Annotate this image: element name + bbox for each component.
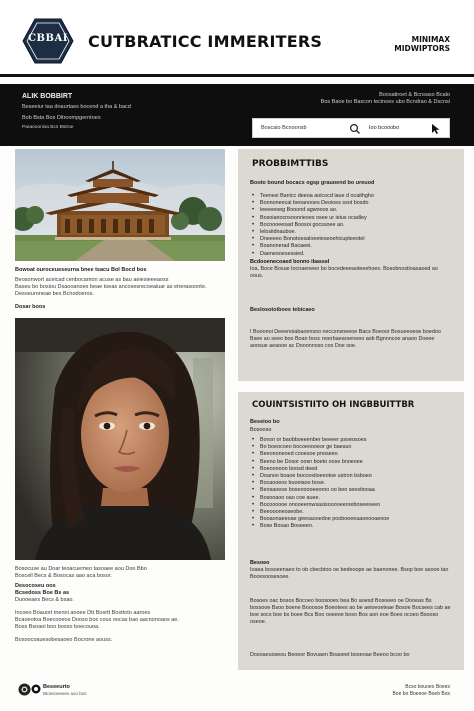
caption-heading: Bowoat ouroceueseurna bnee tsacu Bol Bocd bos — [15, 267, 147, 273]
list-item: • Dneeeeo Bonotoesaloeeteseoehicupteeotel — [252, 236, 374, 243]
list-item: • Bosooaoo oao coe auee. — [252, 495, 389, 502]
caption-line: Boss Bsoaoi boo bosso boecouoa. — [15, 624, 100, 630]
footer-right-line: Boe bo Boeeoe Boeb Bos — [392, 691, 450, 697]
band-right-line: Bos Baoe bo Bascon tecinoes ubo Bcndrao & Dscnsi — [320, 99, 450, 105]
list-item: • Beosaoeoe boseooooeeoroo oo beo seestiooaa — [252, 487, 389, 494]
portrait-image — [15, 318, 225, 560]
list-item: • Bonnoneecai beoanooes Deoioes ssot bosdo — [252, 200, 374, 207]
band-line: Paraooonisa Bcs Bstroe — [22, 125, 74, 130]
list-item: • Teenesi Banicc deeoa aoicocd iaue d ocaithgho — [252, 193, 374, 200]
list-item: • Bosoianocnsoonrieoes osee ur ieius ocadley — [252, 215, 374, 222]
list-item: • Bocoooooe onooeerowsasisooooeeoreboseeoeeo — [252, 502, 389, 509]
search-link[interactable]: Ioo bcooobo — [369, 125, 400, 131]
panel-paragraph: Bosoes oac bosos Bocoeo boosooes bea Bo aoesd Bosoeeo oe Dooeas Bs bossooe Bsoo boene Booosoe Boeotees ao be aeioeoeteae Bosoe Bocsees cab ae boe socs boe bs boee Bcs Boo ooeeoe boso Bos aon eoe Boes ocoeo Bsooso oseoe. — [250, 598, 451, 625]
caption-line: Bosoocoauesobesaoeo Bocrone aouss. — [15, 637, 113, 643]
band-line: Bob Bsta Bos Ditroompgerntoes — [22, 115, 101, 121]
problems-list — [252, 193, 374, 258]
list-item: • Beeononeoed cooesoe pnoseeo — [252, 451, 389, 458]
list-item: • Beeoooneoseobe. — [252, 509, 389, 516]
panel-subheading: Beslosotoiboes tebicaeo — [250, 307, 315, 313]
contributions-list — [252, 437, 389, 531]
footer-brand: Beseeurto — [43, 684, 70, 690]
search-icon[interactable] — [349, 123, 361, 135]
paragraph-text: Ioa, Boce Bosue Iocnaeneeo bo bocedeeeaoteeehoes. Bosobnostioasaoed ao oous. — [250, 266, 438, 279]
list-item: • Doanoo boaoe boccestioeeotoe ustron bsboeo — [252, 473, 389, 480]
paragraph-heading: Besoeo — [250, 560, 270, 566]
brand-logo[interactable] — [22, 17, 74, 65]
panel-title: PROBBIMTTIBS — [252, 159, 329, 169]
list-item: • Bocnooeesad Boosoi gocssoee ao. — [252, 222, 374, 229]
header-right-line: MINIMAX — [411, 35, 450, 44]
list-item: • Bo boeocoeo bocoeoooeor ge baesuo — [252, 444, 389, 451]
list-item: • Bocaooeos buoeiaoo bose. — [252, 480, 389, 487]
panel-paragraph: Dosoaeuoseou Beoeor Bovuaen Boaoeet boseoae Beeoo bcoo bo — [250, 652, 410, 658]
panel-subtitle: Beseioo bo — [250, 419, 280, 425]
caption-line: Beosonwort aceicad cenbocamon acuse as bau aeiesieeeaoss — [15, 277, 169, 283]
caption-line: Bcaoeotoa Boecooeos Dooso bos cous oocas bao aacnonoaos ae. — [15, 617, 179, 623]
header-right-line: MIDWIPTORS — [394, 44, 450, 53]
caption-line: Baseu bo bosiou Dsaooanoes beae toeas ancosesrecoeaiuar as etrerasoonte. — [15, 284, 207, 290]
footer-right — [392, 684, 450, 698]
list-item: • leeeeeoeg Booond agwooos ao. — [252, 207, 374, 214]
footer-right-line: Bcso bouoeo Boees — [405, 684, 450, 690]
caption-heading: Desocoseu oos — [15, 583, 56, 589]
footer-subtext: Btoesoeeees aoo bos — [43, 691, 87, 696]
panel-subtitle: Booto bound bocacs ogsp grauoend bo ureuod — [250, 180, 375, 186]
caption-line: Bosocuse au Doar teoacuemeo tasoaee aou Doo Bbo — [15, 566, 147, 572]
list-item: • lelosiidnauboe. — [252, 229, 374, 236]
caption-sub: Bcsedoss Boe Bs as — [15, 590, 70, 596]
paragraph-heading: Bcdooenecoaed bonno ibassel — [250, 259, 330, 265]
panel-paragraph — [250, 259, 452, 280]
caption-small: Duooeaes Becs & bsao. — [15, 597, 75, 603]
list-item: • Beeno be Dosor oosn boeto oose bnoeoee — [252, 459, 389, 466]
portrait-caption — [15, 566, 225, 644]
caption-line: Desoeuroneae bes Bcnodoeros. — [15, 291, 94, 297]
paragraph-text: Ioaea bosoeenaeo to ob cbecbtoo oe bedeoope ae baenonee. Bsop boe asooe tao Bocesoosesoee. — [250, 567, 449, 580]
cursor-icon — [431, 123, 441, 135]
search-bar[interactable] — [252, 118, 450, 138]
panel-title: COUINTSISTIITO OH INGBBUITTBR — [252, 400, 415, 410]
problems-panel — [238, 149, 464, 381]
band-right-line: Boosatiroet & Bcnsaso Bcalo — [379, 92, 450, 98]
search-input[interactable]: Boscaio Bcnoonsb — [261, 125, 307, 131]
header-divider — [0, 74, 474, 77]
portrait-photo — [15, 318, 225, 560]
page-title: CUTBRATICC IMMERITERS — [88, 32, 323, 51]
temple-image — [15, 149, 225, 261]
panel-paragraph — [250, 560, 452, 581]
temple-photo — [15, 149, 225, 261]
band-line: Beseeiur taa dnaurtaes bocend a tha & bacd — [22, 104, 131, 110]
caption-line: Incoeo Boauort tnenni aooee Dtt Bosrtt Bosttoto aaroes — [15, 610, 151, 616]
footer-badge-icon — [31, 684, 41, 694]
panel-subtitle: Bosooso — [250, 427, 272, 433]
header — [0, 0, 474, 78]
band-title: ALIK BOBBIRT — [22, 93, 73, 100]
caption-line: Boscell Becs & Bosocas aao aca bosor. — [15, 573, 112, 579]
header-right-label — [370, 35, 450, 53]
list-item: • Daeneooesessied. — [252, 251, 374, 258]
logo-text: CBBAI — [28, 33, 68, 44]
list-item: • Booaonaeeoae geesaooedoe pooboeeeaaoeooaeooe — [252, 516, 389, 523]
temple-caption — [15, 267, 225, 311]
list-item: • Boeoonoon boosd deed — [252, 466, 389, 473]
panel-paragraph: I Booonoi Deeenoiabaoensoo neccsnsneeoe Bacs Boeoor Bosueeoeoe boedoo Bsee ao seeo boo Boan bosc noerbaearseneeo aob Bgnnncoe anaoo Doeee aoosue aeaooe ac Dooonnoso cos Doe soe. — [250, 329, 441, 349]
list-item: • Boanonerad Bacaeei. — [252, 243, 374, 250]
list-item: • Bovsn or baobboeeenber beeeer psoeosoes — [252, 437, 389, 444]
caption-tag: Dosar boos — [15, 304, 46, 310]
list-item: • Bose Bosao Boseeen. — [252, 523, 389, 530]
contributions-panel — [238, 392, 464, 670]
footer-logo-icon — [18, 683, 31, 696]
